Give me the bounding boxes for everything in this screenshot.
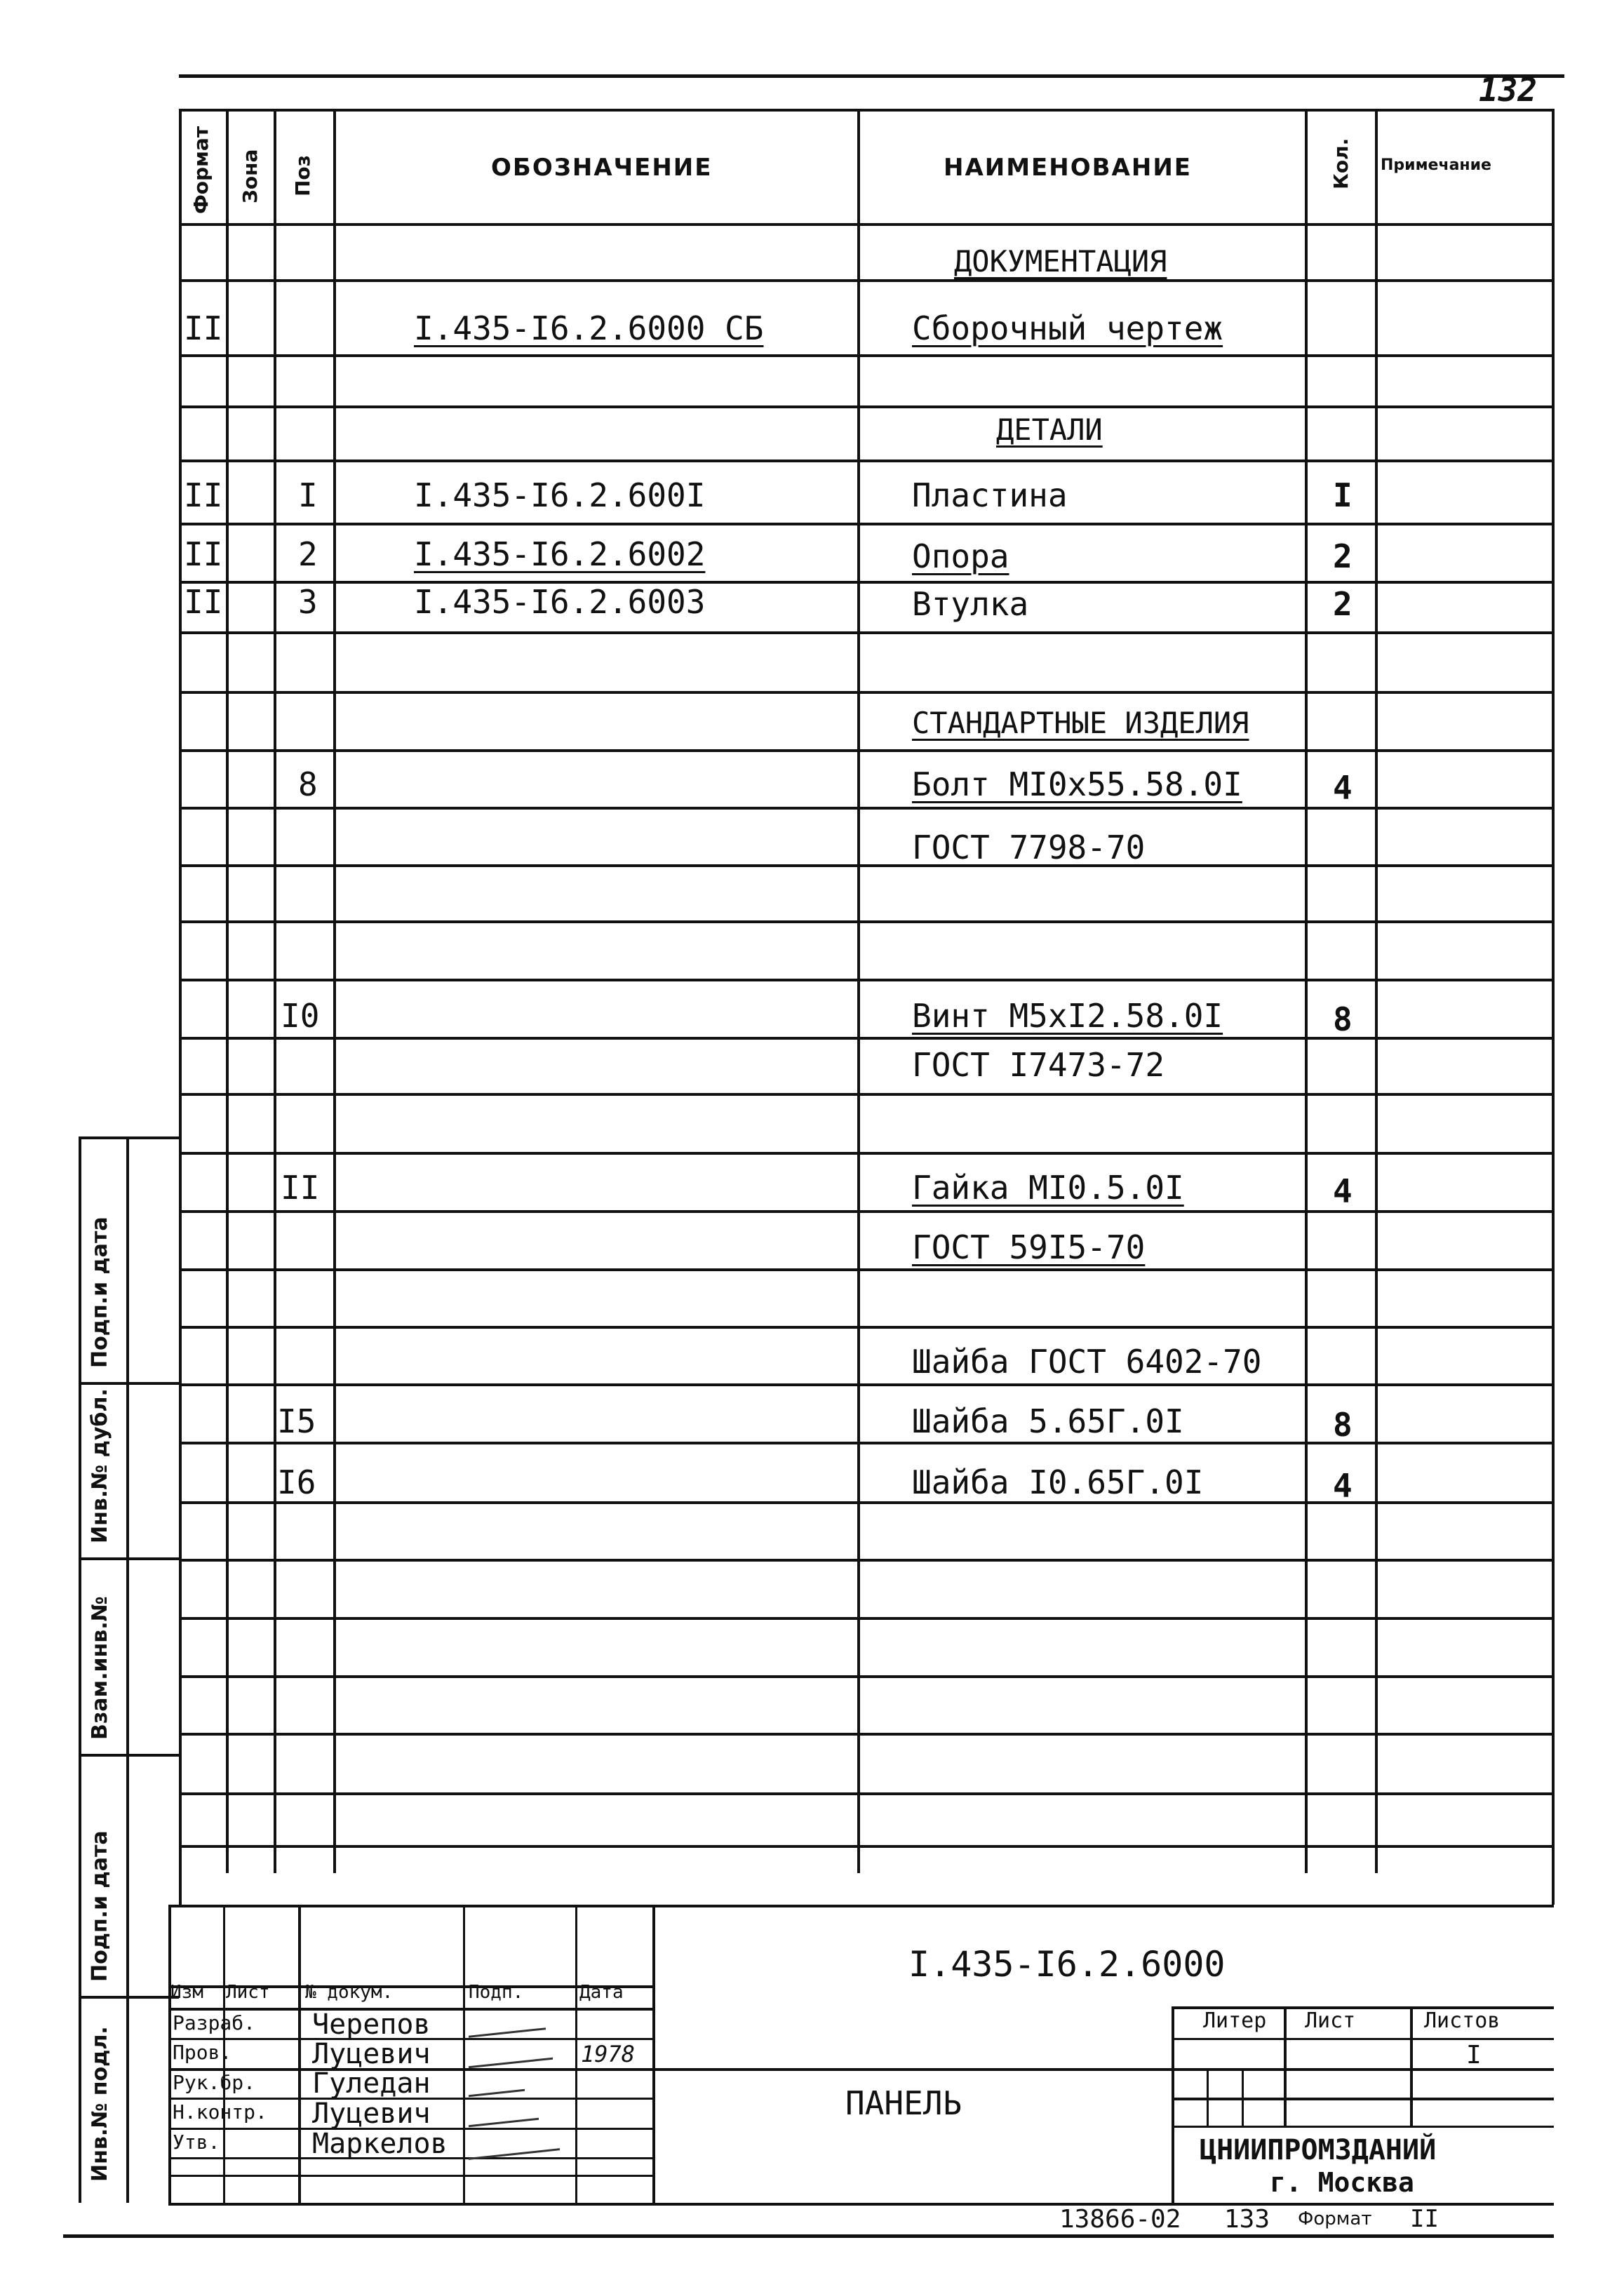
doc-code: I.435-I6.2.6000 bbox=[908, 1944, 1226, 1985]
row-qty: 2 bbox=[1333, 585, 1353, 623]
row-designation: I.435-I6.2.600I bbox=[414, 476, 706, 514]
row-name: Болт МI0х55.58.0I bbox=[912, 765, 1242, 803]
row-qty: I bbox=[1333, 476, 1353, 514]
product-name: ПАНЕЛЬ bbox=[845, 2084, 962, 2122]
row-name: Винт М5хI2.58.0I bbox=[912, 997, 1223, 1035]
row-qty: 8 bbox=[1333, 1000, 1353, 1038]
row-pos: I5 bbox=[277, 1402, 316, 1440]
row-pos: I bbox=[298, 476, 318, 514]
row-name: Втулка bbox=[912, 585, 1029, 623]
row-qty: 4 bbox=[1333, 1172, 1353, 1210]
side-podp-data-top: Подп.и дата bbox=[88, 1216, 112, 1368]
header-name: НАИМЕНОВАНИЕ bbox=[944, 154, 1193, 182]
signature-mark bbox=[469, 2101, 539, 2128]
header-note: Примечание bbox=[1381, 156, 1491, 174]
row-name: Шайба I0.65Г.0I bbox=[912, 1463, 1204, 1501]
role-name: Луцевич bbox=[312, 2038, 431, 2070]
row-name: Пластина bbox=[912, 476, 1068, 514]
row-pos: I0 bbox=[281, 997, 320, 1035]
row-name: ГОСТ 59I5-70 bbox=[912, 1228, 1146, 1266]
col-date: Дата bbox=[579, 1982, 624, 2003]
section-standard-items: СТАНДАРТНЫЕ ИЗДЕЛИЯ bbox=[912, 706, 1249, 740]
page-number: 132 bbox=[1479, 71, 1538, 109]
role-label: Рук.бр. bbox=[173, 2071, 256, 2094]
row-name: ГОСТ 7798-70 bbox=[912, 829, 1146, 866]
header-pos: Поз bbox=[291, 155, 314, 196]
col-izm: Изм bbox=[170, 1982, 203, 2003]
row-pos: 2 bbox=[298, 535, 318, 573]
row-pos: 8 bbox=[298, 765, 318, 803]
role-name: Гуледан bbox=[312, 2067, 431, 2100]
city: г. Москва bbox=[1270, 2167, 1414, 2198]
side-inv-dubl: Инв.№ дубл. bbox=[88, 1388, 112, 1543]
role-label: Н.контр. bbox=[173, 2100, 267, 2124]
col-doc-no: № докум. bbox=[305, 1982, 394, 2003]
row-designation: I.435-I6.2.6000 СБ bbox=[414, 309, 764, 347]
row-qty: 4 bbox=[1333, 769, 1353, 807]
row-pos: II bbox=[281, 1169, 320, 1207]
role-label: Разраб. bbox=[173, 2011, 256, 2034]
sheets-value: I bbox=[1466, 2041, 1482, 2070]
row-designation: I.435-I6.2.6002 bbox=[414, 535, 706, 573]
liter-label: Литер bbox=[1203, 2008, 1267, 2033]
row-name: Опора bbox=[912, 537, 1009, 575]
organization: ЦНИИПРОМЗДАНИЙ bbox=[1200, 2134, 1437, 2166]
archive-number: 13866-02 bbox=[1059, 2205, 1181, 2234]
row-format: II bbox=[184, 535, 223, 573]
row-name: ГОСТ I7473-72 bbox=[912, 1046, 1165, 1084]
row-name: Гайка МI0.5.0I bbox=[912, 1169, 1184, 1207]
row-format: II bbox=[184, 309, 223, 347]
side-vzam-inv: Взам.инв.№ bbox=[88, 1596, 112, 1740]
signature-mark bbox=[469, 2011, 546, 2038]
signature-mark bbox=[469, 2072, 525, 2097]
bottom-rule bbox=[63, 2234, 1554, 2238]
header-format: Формат bbox=[189, 126, 213, 214]
role-name: Черепов bbox=[312, 2008, 431, 2041]
signature-mark bbox=[469, 2041, 553, 2069]
row-format: II bbox=[184, 476, 223, 514]
row-name: Сборочный чертеж bbox=[912, 309, 1223, 347]
row-qty: 2 bbox=[1333, 537, 1353, 575]
header-designation: ОБОЗНАЧЕНИЕ bbox=[491, 154, 713, 182]
role-name: Луцевич bbox=[312, 2098, 431, 2130]
format-value: II bbox=[1410, 2205, 1439, 2233]
date-value: 1978 bbox=[581, 2041, 636, 2067]
row-format: II bbox=[184, 583, 223, 621]
header-qty: Кол. bbox=[1329, 138, 1353, 189]
section-details: ДЕТАЛИ bbox=[996, 413, 1103, 447]
role-name: Маркелов bbox=[312, 2128, 448, 2160]
side-podp-data: Подп.и дата bbox=[88, 1830, 112, 1982]
sheet-label: Лист bbox=[1305, 2008, 1356, 2033]
col-list: Лист bbox=[226, 1982, 270, 2003]
role-label: Пров. bbox=[173, 2041, 232, 2064]
row-name: Шайба ГОСТ 6402-70 bbox=[912, 1343, 1262, 1381]
section-documentation: ДОКУМЕНТАЦИЯ bbox=[954, 244, 1167, 279]
row-qty: 8 bbox=[1333, 1406, 1353, 1444]
signature-mark bbox=[469, 2131, 560, 2160]
format-label: Формат bbox=[1298, 2208, 1372, 2229]
row-designation: I.435-I6.2.6003 bbox=[414, 583, 706, 621]
row-name: Шайба 5.65Г.0I bbox=[912, 1402, 1184, 1440]
side-inv-podl: Инв.№ подл. bbox=[88, 2026, 112, 2182]
role-label: Утв. bbox=[173, 2131, 220, 2154]
row-pos: 3 bbox=[298, 583, 318, 621]
row-pos: I6 bbox=[277, 1463, 316, 1501]
header-zone: Зона bbox=[239, 149, 262, 203]
col-sign: Подп. bbox=[469, 1982, 524, 2003]
footer-page: 133 bbox=[1224, 2205, 1270, 2234]
top-rule bbox=[179, 74, 1564, 78]
sheets-label: Листов bbox=[1424, 2008, 1501, 2033]
row-qty: 4 bbox=[1333, 1467, 1353, 1505]
